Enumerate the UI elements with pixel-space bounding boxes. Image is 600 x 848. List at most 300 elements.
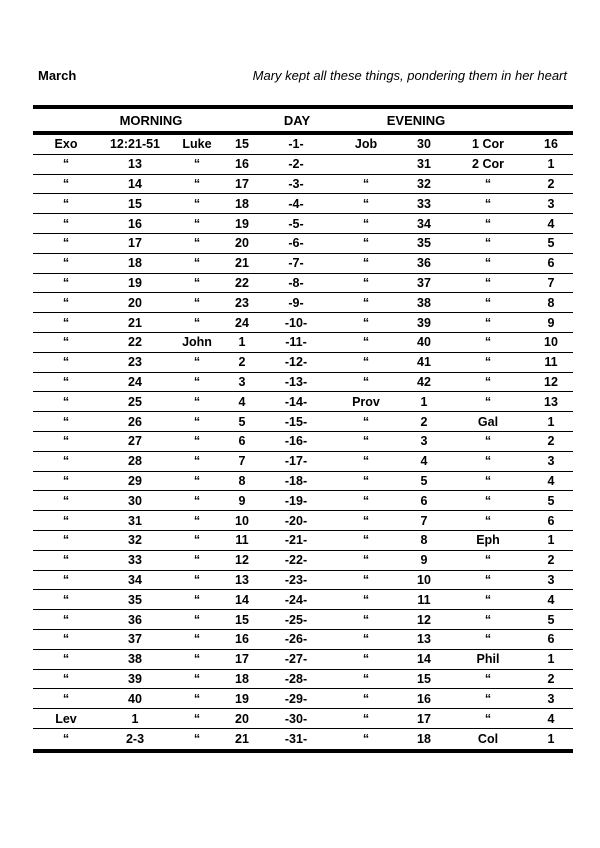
morning-chapter-1: 33 bbox=[128, 553, 142, 568]
evening-book-1: “ bbox=[362, 355, 370, 370]
evening-chapter-1: 38 bbox=[417, 295, 431, 310]
morning-chapter-1: 24 bbox=[128, 374, 142, 389]
evening-book-2: “ bbox=[484, 632, 492, 647]
morning-chapter-1: 23 bbox=[128, 355, 142, 370]
morning-book-2: Luke bbox=[182, 137, 212, 152]
evening-chapter-2: 1 bbox=[547, 414, 555, 429]
morning-book-1: “ bbox=[62, 216, 70, 231]
morning-book-2: “ bbox=[193, 295, 201, 310]
morning-book-2: “ bbox=[193, 691, 201, 706]
day-number: -20- bbox=[284, 513, 308, 528]
table-row bbox=[33, 333, 573, 353]
table-row bbox=[33, 293, 573, 313]
morning-book-1: “ bbox=[62, 473, 70, 488]
morning-book-2: “ bbox=[193, 315, 201, 330]
morning-book-1: “ bbox=[62, 592, 70, 607]
table-row bbox=[33, 155, 573, 175]
evening-book-2: “ bbox=[484, 256, 492, 271]
evening-book-1: “ bbox=[362, 493, 370, 508]
morning-chapter-2: 15 bbox=[235, 612, 249, 627]
evening-chapter-2: 10 bbox=[544, 335, 558, 350]
day-number: -17- bbox=[284, 454, 308, 469]
evening-book-1: “ bbox=[362, 196, 370, 211]
evening-book-1: “ bbox=[362, 572, 370, 587]
morning-book-1: “ bbox=[62, 295, 70, 310]
evening-book-2: “ bbox=[484, 493, 492, 508]
table-bottom-rule bbox=[33, 749, 573, 753]
morning-book-1: “ bbox=[62, 434, 70, 449]
evening-book-2: “ bbox=[484, 553, 492, 568]
morning-chapter-2: 4 bbox=[238, 394, 246, 409]
table-row bbox=[33, 234, 573, 254]
morning-chapter-1: 28 bbox=[128, 454, 142, 469]
evening-book-2: “ bbox=[484, 454, 492, 469]
evening-book-2: “ bbox=[484, 216, 492, 231]
evening-chapter-2: 6 bbox=[547, 256, 555, 271]
evening-book-2: “ bbox=[484, 711, 492, 726]
morning-book-1: “ bbox=[62, 493, 70, 508]
morning-book-1: “ bbox=[62, 256, 70, 271]
day-number: -11- bbox=[285, 335, 307, 350]
day-header: DAY bbox=[283, 112, 311, 128]
table-row bbox=[33, 610, 573, 630]
table-row bbox=[33, 373, 573, 393]
evening-chapter-1: 17 bbox=[417, 711, 431, 726]
morning-chapter-2: 21 bbox=[235, 256, 249, 271]
morning-book-1: “ bbox=[62, 374, 70, 389]
evening-book-2: Col bbox=[477, 731, 499, 746]
evening-chapter-2: 6 bbox=[547, 632, 555, 647]
evening-chapter-2: 2 bbox=[547, 176, 555, 191]
evening-book-1: “ bbox=[362, 612, 370, 627]
evening-book-1: “ bbox=[362, 434, 370, 449]
evening-chapter-2: 7 bbox=[547, 275, 555, 290]
morning-book-1: “ bbox=[62, 533, 70, 548]
evening-book-1: “ bbox=[362, 553, 370, 568]
evening-book-2: “ bbox=[484, 572, 492, 587]
evening-chapter-1: 36 bbox=[417, 256, 431, 271]
morning-chapter-2: 7 bbox=[238, 454, 246, 469]
evening-chapter-2: 12 bbox=[544, 374, 558, 389]
morning-chapter-2: 20 bbox=[235, 236, 249, 251]
month-title: March bbox=[38, 68, 77, 83]
table-row bbox=[33, 274, 573, 294]
evening-book-2: “ bbox=[484, 612, 492, 627]
day-number: -27- bbox=[284, 652, 308, 667]
morning-book-1: “ bbox=[62, 414, 70, 429]
evening-chapter-2: 1 bbox=[547, 731, 555, 746]
morning-chapter-1: 37 bbox=[128, 632, 142, 647]
evening-book-2: Gal bbox=[477, 414, 499, 429]
morning-book-2: “ bbox=[193, 236, 201, 251]
evening-chapter-2: 2 bbox=[547, 434, 555, 449]
day-number: -30- bbox=[284, 711, 308, 726]
morning-book-2: “ bbox=[193, 454, 201, 469]
day-number: -9- bbox=[288, 295, 304, 310]
day-number: -15- bbox=[284, 414, 308, 429]
morning-book-2: “ bbox=[193, 612, 201, 627]
evening-chapter-2: 2 bbox=[547, 671, 555, 686]
day-number: -26- bbox=[284, 632, 308, 647]
morning-book-1: “ bbox=[62, 572, 70, 587]
evening-book-1: “ bbox=[362, 374, 370, 389]
morning-book-2: “ bbox=[193, 256, 201, 271]
morning-book-1: “ bbox=[62, 691, 70, 706]
morning-book-2: “ bbox=[193, 157, 201, 172]
morning-chapter-1: 20 bbox=[128, 295, 142, 310]
morning-book-1: “ bbox=[62, 315, 70, 330]
morning-book-2: “ bbox=[193, 572, 201, 587]
evening-chapter-2: 16 bbox=[544, 137, 558, 152]
table-row bbox=[33, 511, 573, 531]
morning-chapter-1: 29 bbox=[128, 473, 142, 488]
morning-book-1: “ bbox=[62, 632, 70, 647]
evening-book-1: “ bbox=[362, 236, 370, 251]
evening-book-1: “ bbox=[362, 731, 370, 746]
table-body bbox=[33, 135, 573, 749]
morning-book-2: “ bbox=[193, 216, 201, 231]
morning-chapter-1: 22 bbox=[128, 335, 142, 350]
evening-book-1: “ bbox=[362, 691, 370, 706]
evening-book-1: “ bbox=[362, 414, 370, 429]
evening-book-1: “ bbox=[362, 711, 370, 726]
table-row bbox=[33, 214, 573, 234]
morning-book-2: “ bbox=[193, 731, 201, 746]
morning-chapter-2: 8 bbox=[238, 473, 246, 488]
evening-book-1: Prov bbox=[352, 394, 380, 409]
table-row bbox=[33, 630, 573, 650]
table-row bbox=[33, 175, 573, 195]
morning-chapter-2: 14 bbox=[235, 592, 249, 607]
morning-chapter-1: 31 bbox=[128, 513, 142, 528]
morning-chapter-2: 22 bbox=[235, 275, 249, 290]
morning-chapter-2: 13 bbox=[235, 572, 249, 587]
day-number: -24- bbox=[284, 592, 308, 607]
morning-chapter-2: 17 bbox=[235, 176, 249, 191]
morning-book-1: “ bbox=[62, 513, 70, 528]
morning-chapter-1: 27 bbox=[128, 434, 142, 449]
evening-chapter-2: 2 bbox=[547, 553, 555, 568]
evening-book-1: “ bbox=[362, 473, 370, 488]
morning-chapter-1: 21 bbox=[128, 315, 142, 330]
evening-book-2: “ bbox=[484, 513, 492, 528]
morning-book-1: Lev bbox=[55, 711, 77, 726]
table-row bbox=[33, 452, 573, 472]
morning-book-2: “ bbox=[193, 553, 201, 568]
evening-book-1: “ bbox=[362, 632, 370, 647]
evening-book-2: “ bbox=[484, 196, 492, 211]
day-number: -5- bbox=[288, 216, 304, 231]
day-number: -23- bbox=[284, 572, 308, 587]
evening-chapter-2: 3 bbox=[547, 691, 555, 706]
morning-chapter-2: 9 bbox=[238, 493, 246, 508]
evening-book-2: “ bbox=[484, 335, 492, 350]
morning-book-2: “ bbox=[193, 275, 201, 290]
morning-chapter-2: 21 bbox=[235, 731, 249, 746]
evening-book-2: “ bbox=[484, 236, 492, 251]
evening-chapter-1: 16 bbox=[417, 691, 431, 706]
table-row bbox=[33, 491, 573, 511]
morning-chapter-2: 11 bbox=[235, 533, 249, 548]
morning-book-1: “ bbox=[62, 612, 70, 627]
evening-book-2: 2 Cor bbox=[472, 157, 504, 172]
table-row bbox=[33, 412, 573, 432]
morning-chapter-1: 30 bbox=[128, 493, 142, 508]
morning-book-1: “ bbox=[62, 236, 70, 251]
table-row bbox=[33, 432, 573, 452]
evening-chapter-1: 10 bbox=[417, 572, 431, 587]
evening-chapter-2: 5 bbox=[547, 493, 555, 508]
morning-book-2: “ bbox=[193, 176, 201, 191]
evening-book-1: “ bbox=[362, 315, 370, 330]
evening-book-1: “ bbox=[362, 671, 370, 686]
morning-chapter-2: 19 bbox=[235, 691, 249, 706]
evening-book-2: “ bbox=[484, 434, 492, 449]
morning-book-1: “ bbox=[62, 553, 70, 568]
evening-chapter-2: 13 bbox=[544, 394, 558, 409]
morning-chapter-1: 1 bbox=[131, 711, 139, 726]
day-number: -18- bbox=[284, 473, 308, 488]
morning-book-2: “ bbox=[193, 671, 201, 686]
table-row bbox=[33, 590, 573, 610]
evening-book-2: “ bbox=[484, 691, 492, 706]
morning-book-1: “ bbox=[62, 275, 70, 290]
morning-chapter-1: 34 bbox=[128, 572, 142, 587]
evening-chapter-2: 4 bbox=[547, 711, 555, 726]
evening-chapter-2: 3 bbox=[547, 454, 555, 469]
morning-chapter-2: 20 bbox=[235, 711, 249, 726]
morning-book-2: “ bbox=[193, 652, 201, 667]
day-number: -13- bbox=[284, 374, 308, 389]
day-number: -19- bbox=[284, 493, 308, 508]
day-number: -21- bbox=[284, 533, 308, 548]
evening-chapter-1: 31 bbox=[417, 157, 431, 172]
morning-chapter-1: 16 bbox=[128, 216, 142, 231]
evening-book-2: “ bbox=[484, 176, 492, 191]
morning-book-2: “ bbox=[193, 374, 201, 389]
morning-book-1: “ bbox=[62, 731, 70, 746]
table-row bbox=[33, 531, 573, 551]
morning-chapter-1: 15 bbox=[128, 196, 142, 211]
evening-book-2: “ bbox=[484, 295, 492, 310]
morning-chapter-2: 16 bbox=[235, 157, 249, 172]
day-number: -14- bbox=[284, 394, 308, 409]
morning-book-1: “ bbox=[62, 157, 70, 172]
morning-chapter-1: 17 bbox=[128, 236, 142, 251]
morning-chapter-2: 12 bbox=[235, 553, 249, 568]
evening-book-1: “ bbox=[362, 454, 370, 469]
evening-book-2: “ bbox=[484, 394, 492, 409]
evening-chapter-1: 8 bbox=[420, 533, 428, 548]
morning-chapter-1: 40 bbox=[128, 691, 142, 706]
evening-chapter-1: 32 bbox=[417, 176, 431, 191]
evening-book-1: “ bbox=[362, 176, 370, 191]
evening-book-2: Eph bbox=[476, 533, 500, 548]
day-number: -7- bbox=[288, 256, 304, 271]
evening-chapter-2: 5 bbox=[547, 612, 555, 627]
morning-book-2: “ bbox=[193, 632, 201, 647]
evening-book-1: “ bbox=[362, 335, 370, 350]
evening-book-1: Job bbox=[354, 137, 378, 152]
table-row bbox=[33, 392, 573, 412]
morning-chapter-1: 18 bbox=[128, 256, 142, 271]
morning-chapter-2: 6 bbox=[238, 434, 246, 449]
morning-chapter-1: 12:21-51 bbox=[109, 137, 161, 152]
morning-chapter-2: 15 bbox=[235, 137, 249, 152]
day-number: -12- bbox=[284, 355, 308, 370]
day-number: -29- bbox=[284, 691, 308, 706]
morning-book-2: “ bbox=[193, 434, 201, 449]
evening-book-1: “ bbox=[362, 295, 370, 310]
evening-book-2: “ bbox=[484, 592, 492, 607]
morning-book-2: “ bbox=[193, 493, 201, 508]
evening-book-2: “ bbox=[484, 671, 492, 686]
day-number: -4- bbox=[288, 196, 304, 211]
morning-book-1: “ bbox=[62, 394, 70, 409]
morning-chapter-2: 18 bbox=[235, 671, 249, 686]
morning-chapter-1: 14 bbox=[128, 176, 142, 191]
evening-chapter-2: 4 bbox=[547, 216, 555, 231]
evening-chapter-1: 34 bbox=[417, 216, 431, 231]
evening-chapter-1: 4 bbox=[420, 454, 428, 469]
table-header bbox=[33, 109, 573, 131]
evening-chapter-1: 33 bbox=[417, 196, 431, 211]
evening-chapter-2: 1 bbox=[547, 652, 555, 667]
evening-book-1: “ bbox=[362, 256, 370, 271]
evening-book-1: “ bbox=[362, 275, 370, 290]
morning-chapter-1: 36 bbox=[128, 612, 142, 627]
table-row bbox=[33, 729, 573, 749]
morning-book-1: “ bbox=[62, 176, 70, 191]
morning-chapter-1: 26 bbox=[128, 414, 142, 429]
evening-chapter-2: 9 bbox=[547, 315, 555, 330]
evening-chapter-1: 2 bbox=[420, 414, 428, 429]
morning-chapter-2: 23 bbox=[235, 295, 249, 310]
table-row bbox=[33, 194, 573, 214]
table-row bbox=[33, 709, 573, 729]
table-row bbox=[33, 689, 573, 709]
evening-book-1: “ bbox=[362, 513, 370, 528]
table-row bbox=[33, 571, 573, 591]
morning-book-1: “ bbox=[62, 196, 70, 211]
morning-book-1: “ bbox=[62, 355, 70, 370]
evening-book-2: “ bbox=[484, 473, 492, 488]
evening-header: EVENING bbox=[386, 112, 446, 128]
morning-book-2: “ bbox=[193, 592, 201, 607]
day-number: -16- bbox=[284, 434, 308, 449]
morning-chapter-2: 5 bbox=[238, 414, 246, 429]
evening-chapter-2: 4 bbox=[547, 473, 555, 488]
evening-chapter-1: 40 bbox=[417, 335, 431, 350]
evening-book-1: “ bbox=[362, 592, 370, 607]
evening-chapter-1: 13 bbox=[417, 632, 431, 647]
day-number: -10- bbox=[284, 315, 308, 330]
evening-chapter-2: 4 bbox=[547, 592, 555, 607]
table-row bbox=[33, 254, 573, 274]
day-number: -6- bbox=[288, 236, 304, 251]
evening-book-1: “ bbox=[362, 652, 370, 667]
evening-book-1: “ bbox=[362, 216, 370, 231]
day-number: -25- bbox=[284, 612, 308, 627]
morning-book-2: John bbox=[182, 335, 212, 350]
evening-chapter-1: 30 bbox=[417, 137, 431, 152]
morning-book-2: “ bbox=[193, 513, 201, 528]
morning-chapter-1: 2-3 bbox=[125, 731, 145, 746]
evening-chapter-1: 37 bbox=[417, 275, 431, 290]
evening-chapter-2: 3 bbox=[547, 572, 555, 587]
evening-chapter-1: 3 bbox=[420, 434, 428, 449]
table-row bbox=[33, 551, 573, 571]
morning-book-2: “ bbox=[193, 533, 201, 548]
morning-book-1: “ bbox=[62, 335, 70, 350]
morning-header: MORNING bbox=[119, 112, 183, 128]
morning-book-2: “ bbox=[193, 414, 201, 429]
evening-chapter-2: 11 bbox=[544, 355, 558, 370]
evening-chapter-1: 7 bbox=[420, 513, 428, 528]
morning-book-1: “ bbox=[62, 454, 70, 469]
evening-book-2: “ bbox=[484, 374, 492, 389]
evening-chapter-1: 1 bbox=[420, 394, 428, 409]
morning-chapter-1: 38 bbox=[128, 652, 142, 667]
evening-chapter-2: 1 bbox=[547, 533, 555, 548]
evening-book-2: Phil bbox=[476, 652, 500, 667]
day-number: -28- bbox=[284, 671, 308, 686]
evening-chapter-1: 35 bbox=[417, 236, 431, 251]
evening-chapter-2: 8 bbox=[547, 295, 555, 310]
table-row bbox=[33, 650, 573, 670]
table-row bbox=[33, 313, 573, 333]
table-row bbox=[33, 353, 573, 373]
evening-chapter-1: 42 bbox=[417, 374, 431, 389]
evening-chapter-1: 6 bbox=[420, 493, 428, 508]
morning-chapter-2: 1 bbox=[238, 335, 246, 350]
evening-chapter-1: 14 bbox=[417, 652, 431, 667]
morning-book-1: “ bbox=[62, 652, 70, 667]
evening-chapter-1: 9 bbox=[420, 553, 428, 568]
evening-chapter-1: 5 bbox=[420, 473, 428, 488]
day-number: -3- bbox=[288, 176, 304, 191]
table-row bbox=[33, 472, 573, 492]
evening-book-2: “ bbox=[484, 355, 492, 370]
morning-book-2: “ bbox=[193, 394, 201, 409]
evening-chapter-1: 18 bbox=[417, 731, 431, 746]
evening-chapter-1: 39 bbox=[417, 315, 431, 330]
morning-chapter-1: 13 bbox=[128, 157, 142, 172]
evening-chapter-2: 6 bbox=[547, 513, 555, 528]
morning-chapter-2: 17 bbox=[235, 652, 249, 667]
evening-chapter-1: 15 bbox=[417, 671, 431, 686]
morning-chapter-1: 25 bbox=[128, 394, 142, 409]
morning-chapter-1: 39 bbox=[128, 671, 142, 686]
morning-chapter-2: 18 bbox=[235, 196, 249, 211]
reading-table bbox=[33, 105, 573, 753]
morning-chapter-2: 3 bbox=[238, 374, 246, 389]
day-number: -31- bbox=[284, 731, 308, 746]
day-number: -22- bbox=[284, 553, 308, 568]
evening-book-2: 1 Cor bbox=[472, 137, 504, 152]
evening-chapter-2: 1 bbox=[547, 157, 555, 172]
morning-chapter-2: 2 bbox=[238, 355, 246, 370]
morning-book-1: Exo bbox=[54, 137, 78, 152]
morning-book-2: “ bbox=[193, 196, 201, 211]
evening-book-1: “ bbox=[362, 533, 370, 548]
morning-chapter-1: 19 bbox=[128, 275, 142, 290]
evening-chapter-1: 41 bbox=[417, 355, 431, 370]
evening-chapter-2: 5 bbox=[547, 236, 555, 251]
morning-book-1: “ bbox=[62, 671, 70, 686]
morning-chapter-2: 19 bbox=[235, 216, 249, 231]
morning-chapter-2: 24 bbox=[235, 315, 249, 330]
